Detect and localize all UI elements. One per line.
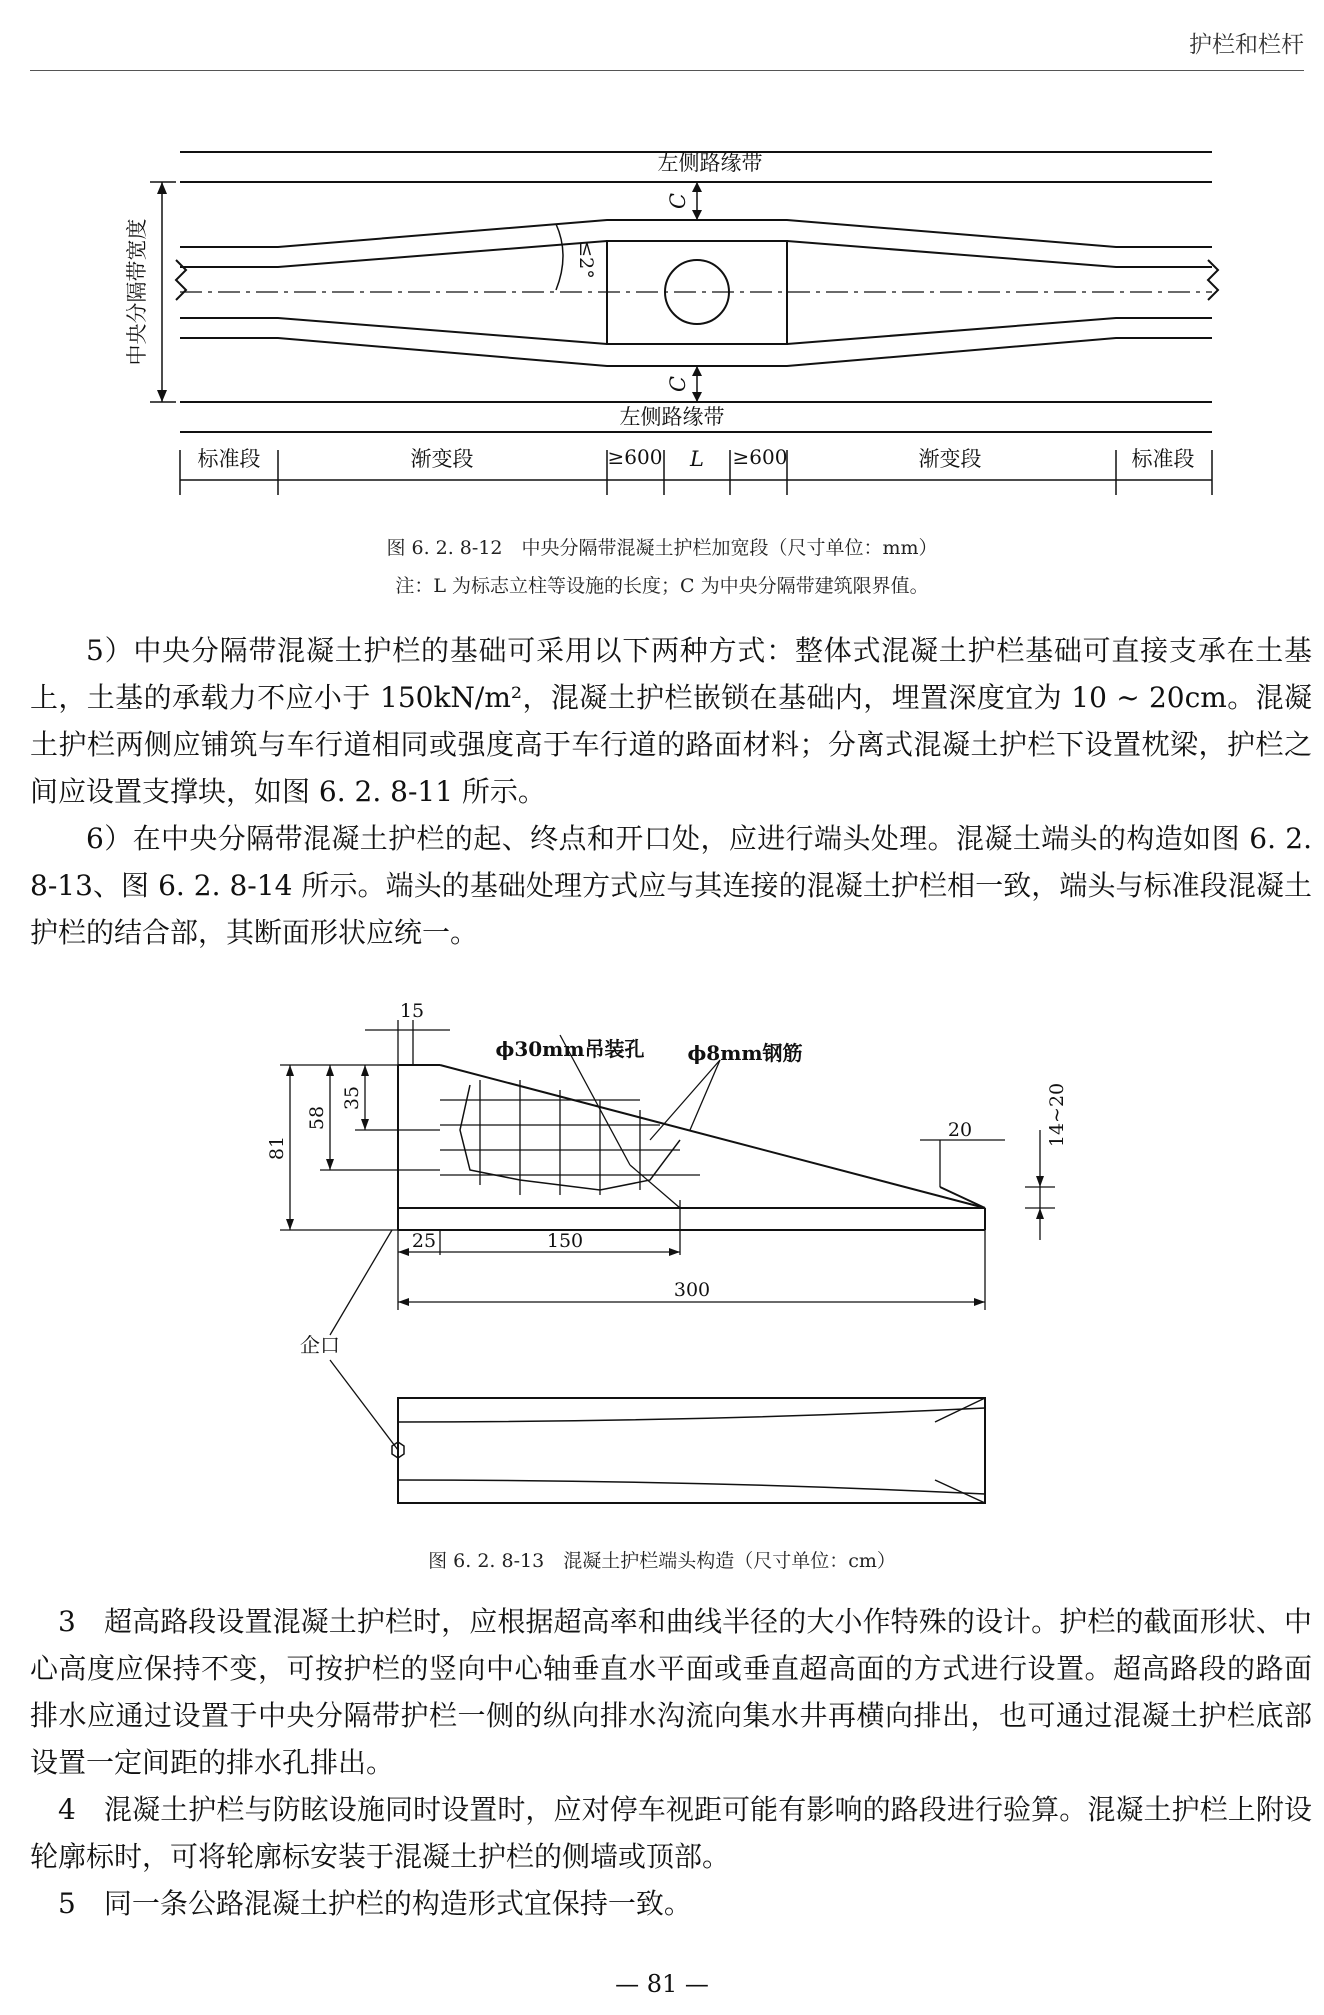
label-left-curb-top: 左侧路缘带 [657,151,763,175]
label-c-bottom: C [666,375,690,393]
label-transition-left: 渐变段 [410,447,474,471]
figure1-note: 注：L 为标志立柱等设施的长度；C 为中央分隔带建筑限界值。 [395,575,929,597]
paragraph-5b: 5 同一条公路混凝土护栏的构造形式宜保持一致。 [58,1887,692,1920]
page-header [30,0,1304,71]
label-lifting-hole: ϕ30mm吊装孔 [495,1037,645,1061]
label-transition-right: 渐变段 [918,447,982,471]
label-standard-right: 标准段 [1131,447,1195,471]
figure1-caption: 图 6. 2. 8-12 中央分隔带混凝土护栏加宽段（尺寸单位：mm） [386,537,938,559]
dim-300: 300 [673,1279,711,1301]
figure2-caption: 图 6. 2. 8-13 混凝土护栏端头构造（尺寸单位：cm） [428,1550,896,1572]
label-standard-left: 标准段 [197,447,261,471]
label-rebar: ϕ8mm钢筋 [687,1041,803,1065]
dim-35: 35 [341,1085,363,1111]
label-notch: 企口 [300,1333,340,1357]
paragraph-5: 5）中央分隔带混凝土护栏的基础可采用以下两种方式：整体式混凝土护栏基础可直接支承在土基上，土基的承载力不应小于 150kN/m²，混凝土护栏嵌锁在基础内，埋置深度宜为 10 ~ 20cm。混凝土护栏两侧应铺筑与车行道相同或强度高于车行道的路面材料；分离式混凝土护栏下设置枕梁，护栏之间应设置支撑块，如图 6. 2. 8-11 所示。 [30,634,1312,808]
dim-20: 20 [947,1119,973,1141]
figure-median-widening [0,120,1324,520]
label-c-top: C [666,192,690,210]
dim-15: 15 [399,1000,425,1022]
label-left-curb-bottom: 左侧路缘带 [619,405,725,429]
dim-25: 25 [411,1230,437,1252]
paragraph-6: 6）在中央分隔带混凝土护栏的起、终点和开口处，应进行端头处理。混凝土端头的构造如图 6. 2. 8-13、图 6. 2. 8-14 所示。端头的基础处理方式应与其连接的混凝土护栏相一致，端头与标准段混凝土护栏的结合部，其断面形状应统一。 [30,822,1312,949]
dim-14-20: 14~20 [1046,1082,1068,1148]
label-angle: ≤2° [575,241,597,279]
dim-81: 81 [266,1135,288,1161]
label-min600-left: ≥600 [607,445,663,469]
figure-end-treatment [0,990,1324,1530]
dim-150: 150 [546,1230,584,1252]
label-length-l: L [690,447,704,471]
paragraph-4: 4 混凝土护栏与防眩设施同时设置时，应对停车视距可能有影响的路段进行验算。混凝土护栏上附设轮廓标时，可将轮廓标安装于混凝土护栏的侧墙或顶部。 [30,1793,1312,1873]
page-number: — 81 — [615,1970,709,1998]
label-min600-right: ≥600 [732,445,788,469]
dim-58: 58 [306,1105,328,1131]
label-median-width: 中央分隔带宽度 [125,218,149,366]
paragraph-3: 3 超高路段设置混凝土护栏时，应根据超高率和曲线半径的大小作特殊的设计。护栏的截面形状、中心高度应保持不变，可按护栏的竖向中心轴垂直水平面或垂直超高面的方式进行设置。超高路段的路面排水应通过设置于中央分隔带护栏一侧的纵向排水沟流向集水井再横向排出，也可通过混凝土护栏底部设置一定间距的排水孔排出。 [30,1605,1312,1779]
header-title: 护栏和栏杆 [1189,32,1304,58]
